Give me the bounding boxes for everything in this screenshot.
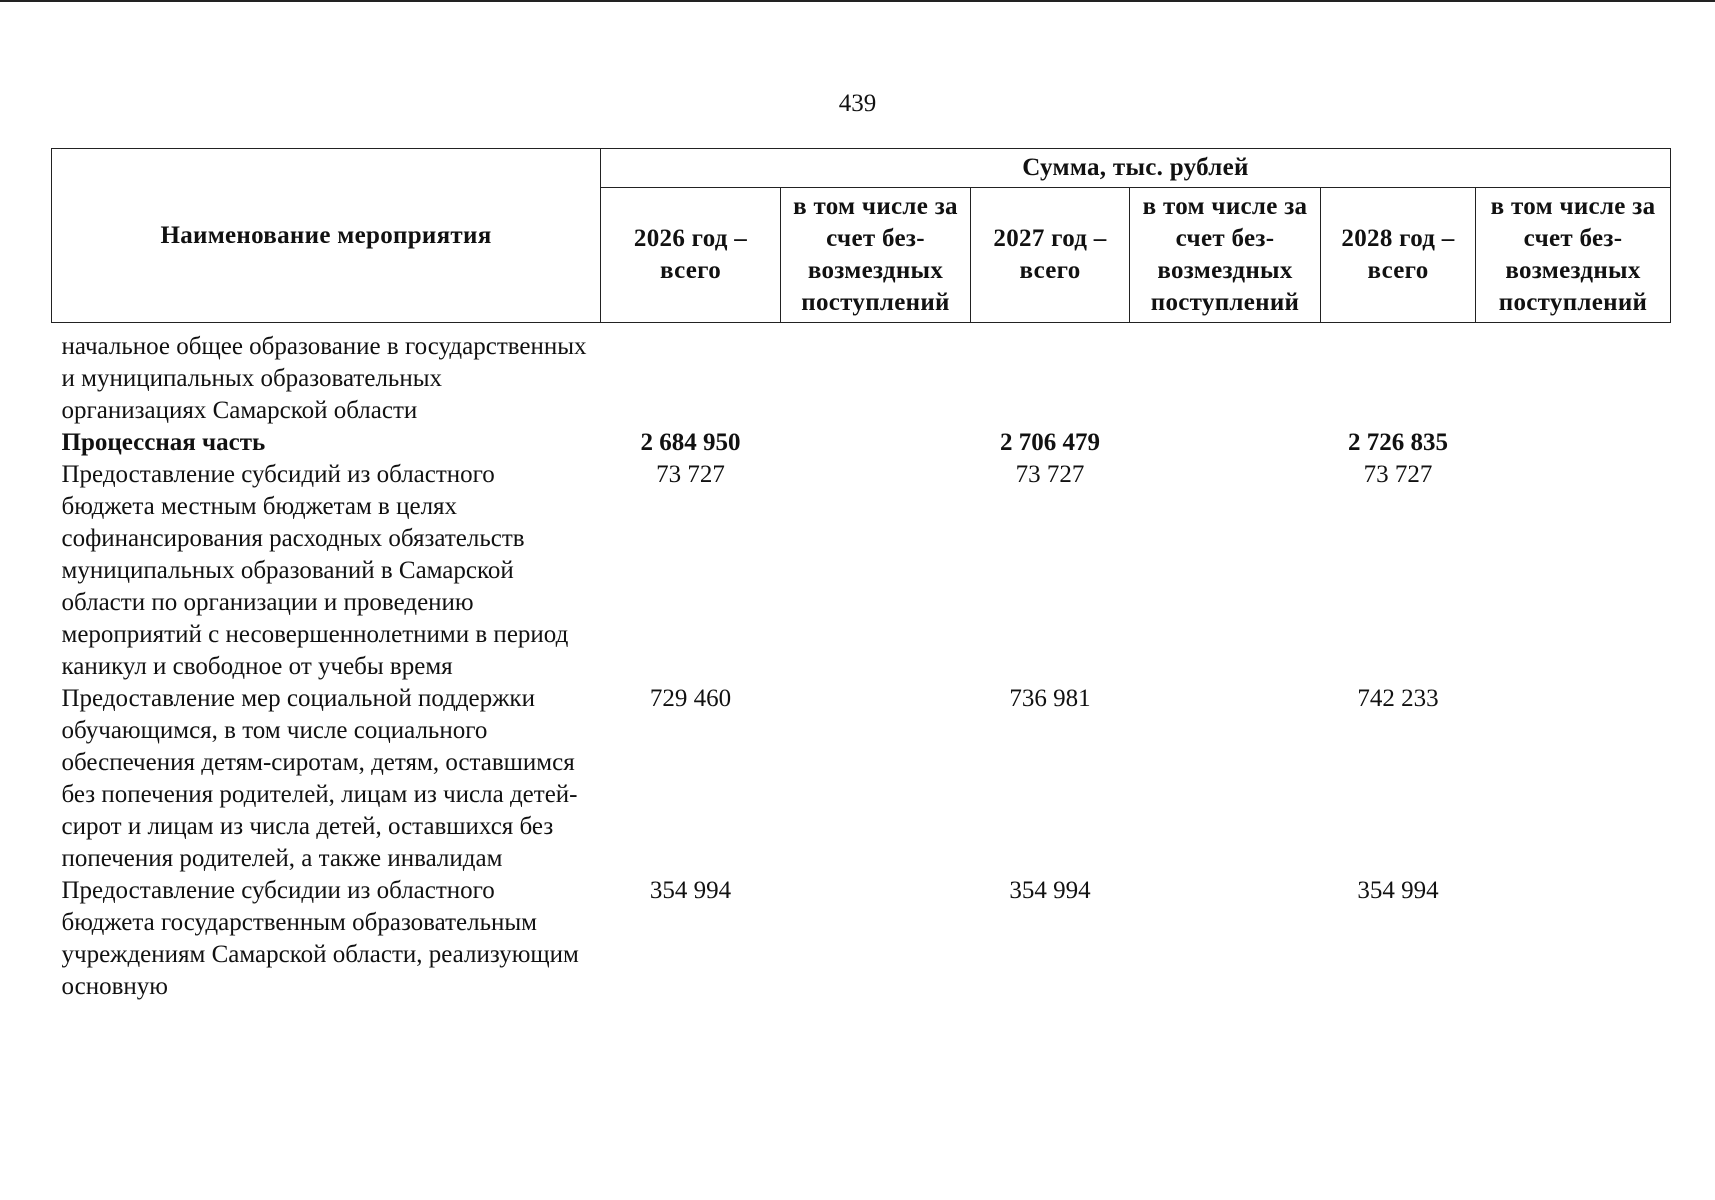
cell-2026-total [601,323,781,428]
cell-2028-grants [1476,875,1671,1003]
row-name: Предоставление мер социальной поддержки обучающимся, в том числе социального обеспечения детям-сиротам, детям, оставшимся без попечения родителей, лицам из числа детей-сирот и лицам из числа детей, оставшихся без попечения родителей, а также инвалидам [61,685,578,872]
cell-2027-grants [1130,323,1321,428]
column-header-2028-grants: в том числе за счет без-возмездных поступлений [1476,188,1671,323]
cell-2027-total: 736 981 [1009,685,1091,712]
cell-2028-grants [1476,459,1671,683]
row-name: начальное общее образование в государственных и муниципальных образовательных организациях Самарской области [61,333,587,424]
cell-2027-total: 73 727 [1015,461,1085,488]
column-header-2027-grants: в том числе за счет без-возмездных поступлений [1130,188,1321,323]
cell-2028-total: 2 726 835 [1348,429,1448,456]
cell-2026-grants [781,683,971,875]
cell-2026-total: 354 994 [649,877,732,904]
cell-2028-total: 354 994 [1357,877,1439,904]
cell-2028-grants [1476,683,1671,875]
table-row [52,683,1671,875]
cell-2028-total: 73 727 [1363,461,1433,488]
cell-2028-total [1321,323,1476,428]
table-row [52,323,1671,428]
row-name: Предоставление субсидий из областного бюджета местным бюджетам в целях софинансирования расходных обязательств муниципальных образований в Самарской области по организации и проведению мероприятий с несовершеннолетними в период каникул и свободное от учебы время [61,461,569,680]
cell-2026-grants [781,323,971,428]
cell-2028-total: 742 233 [1357,685,1439,712]
cell-2027-grants [1130,459,1321,683]
table-row [52,875,1671,1003]
column-header-2026-grants: в том числе за счет без-возмездных поступлений [781,188,971,323]
cell-2026-total: 73 727 [656,461,725,488]
cell-2027-grants [1130,683,1321,875]
cell-2027-total: 2 706 479 [1000,429,1100,456]
page-number: 439 [838,90,877,117]
column-group-header-sum: Сумма, тыс. рублей [601,149,1671,188]
column-header-2028-total: 2028 год – всего [1321,188,1476,323]
column-header-2026-total: 2026 год – всего [601,188,781,323]
column-header-name: Наименование мероприятия [52,149,601,323]
cell-2026-grants [781,459,971,683]
cell-2027-total [971,323,1130,428]
table-row [52,459,1671,683]
cell-2027-grants [1130,875,1321,1003]
top-scan-rule [0,0,1715,2]
cell-2027-grants [1130,427,1321,459]
cell-2026-grants [781,427,971,459]
cell-2026-total: 729 460 [649,685,732,712]
table-row-section [52,427,1671,459]
column-header-2027-total: 2027 год – всего [971,188,1130,323]
cell-2026-grants [781,875,971,1003]
row-name: Предоставление субсидии из областного бюджета государственным образовательным учреждениям Самарской области, реализующим основную [61,877,579,1000]
row-name: Процессная часть [61,429,266,456]
cell-2028-grants [1476,427,1671,459]
cell-2027-total: 354 994 [1009,877,1091,904]
budget-table [51,148,1671,1003]
cell-2028-grants [1476,323,1671,428]
cell-2026-total: 2 684 950 [640,429,741,456]
